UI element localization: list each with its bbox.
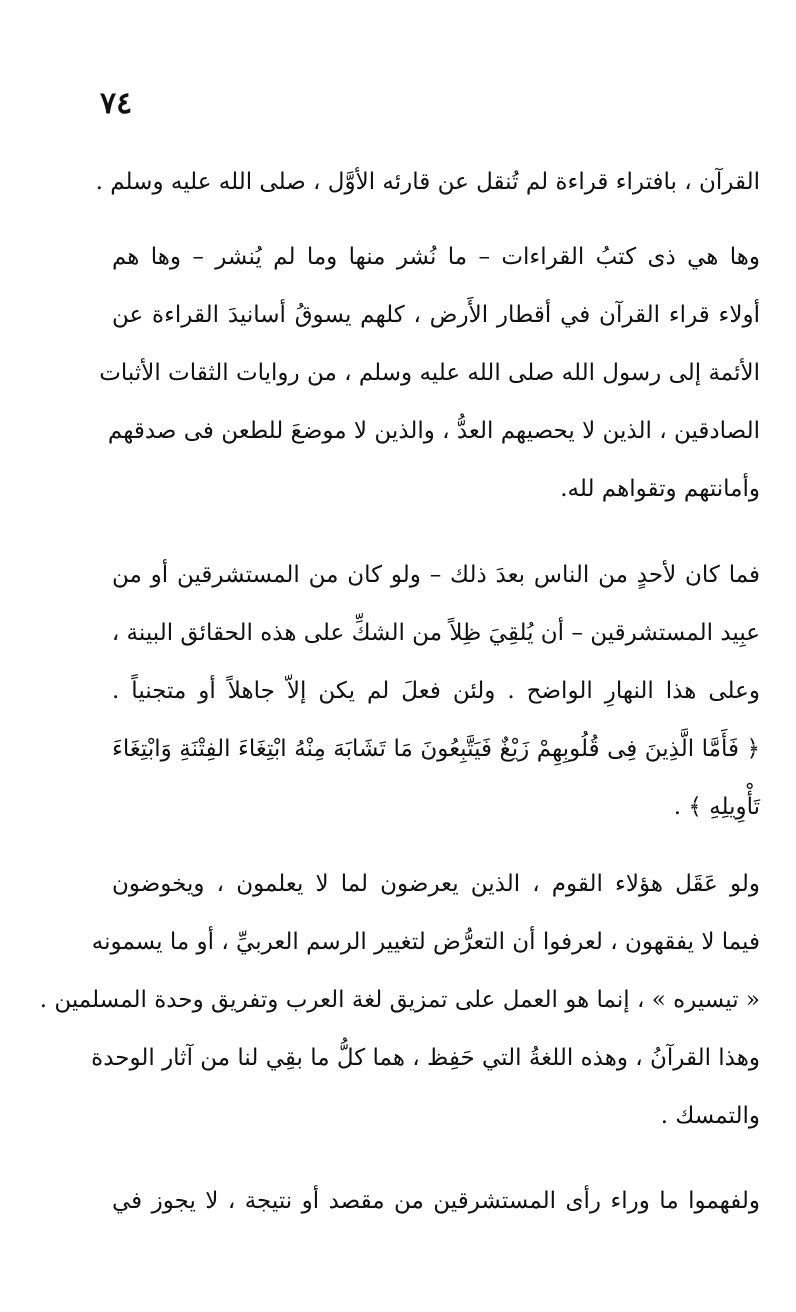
paragraph-2 (99, 228, 760, 518)
text-line: الأئمة إلى رسول الله صلى الله عليه وسلم ، من روايات الثقات الأثبات (99, 360, 760, 386)
text-line: وهذا القرآنُ ، وهذه اللغةُ التي حَفِظ ، هما كلُّ ما بقِي لنا من آثار الوحدة (91, 1045, 760, 1071)
paragraph-3 (112, 546, 760, 836)
text-line: فيما لا يفقهون ، لعرفوا أن التعرُّض لتغيير الرسم العربيِّ ، أو ما يسمونه (91, 929, 760, 955)
quran-verse-line: ﴿ فَأَمَّا الَّذِينَ فِى قُلُوبِهِمْ زَيْغٌ فَيَتَّبِعُونَ مَا تَشَابَهَ مِنْهُ ابْتِغَاءَ الفِتْنَةِ وَابْتِغَاءَ (112, 736, 760, 762)
text-line: ولفهموا ما وراء رأى المستشرقين من مقصد أو نتيجة ، لا يجوز في (112, 1188, 760, 1214)
text-line: والتمسك . (660, 1103, 760, 1129)
text-line: ولو عَقَل هؤلاء القوم ، الذين يعرضون لما لا يعلمون ، ويخوضون (112, 871, 760, 897)
text-line: القرآن ، بافتراء قراءة لم تُنقل عن قارئه الأوَّل ، صلى الله عليه وسلم . (95, 169, 760, 195)
text-line: وأمانتهم وتقواهم لله. (560, 476, 760, 502)
paragraph-4 (39, 855, 760, 1145)
text-line: وها هي ذى كتبُ القراءات – ما نُشر منها وما لم يُنشر – وها هم (112, 244, 760, 270)
text-line: أولاء قراء القرآن في أقطار الأَرض ، كلهم يسوقُ أسانيدَ القراءة عن (112, 302, 760, 328)
text-line: الصادقين ، الذين لا يحصيهم العدُّ ، والذين لا موضعَ للطعن فى صدقهم (107, 418, 760, 444)
paragraph-5 (112, 1172, 760, 1230)
text-line: عبِيد المستشرقين – أن يُلقِيَ ظِلاً من الشكِّ على هذه الحقائق البينة ، (111, 620, 760, 646)
quran-verse-line: تَأْوِيلِهِ ﴾ . (673, 794, 760, 820)
paragraph-1 (95, 153, 760, 211)
text-line: « تيسيره » ، إنما هو العمل على تمزيق لغة العرب وتفريق وحدة المسلمين . (39, 987, 760, 1013)
text-line: وعلى هذا النهارِ الواضح . ولئن فعلَ لم يكن إلاّ جاهلاً أو متجنياً . (112, 678, 760, 704)
page-number: ٧٤ (100, 86, 133, 121)
text-line: فما كان لأحدٍ من الناس بعدَ ذلك – ولو كان من المستشرقين أو من (112, 562, 760, 588)
